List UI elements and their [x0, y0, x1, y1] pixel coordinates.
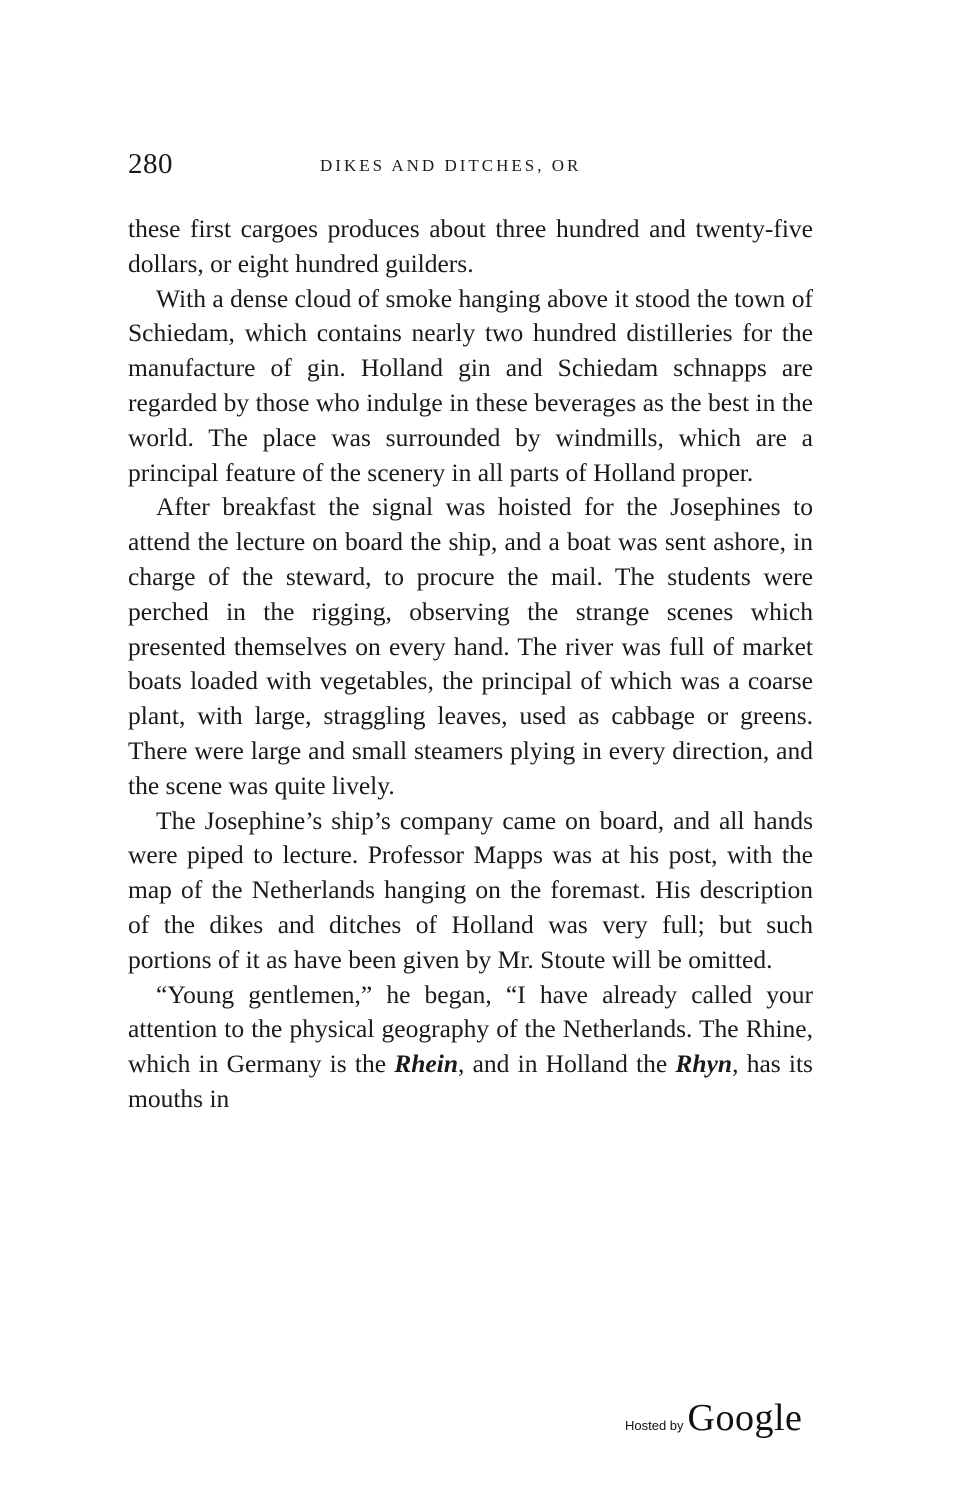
paragraph-text: , and in Holland the	[458, 1049, 676, 1079]
running-title: DIKES AND DITCHES, OR	[320, 156, 582, 175]
paragraph: The Josephine’s ship’s company came on board, and all hands were piped to lecture. Professor Mapps was at his post, with the map of the Netherlands hanging on the foremast. His description of the dikes and ditches of Holland was very full; but such portions of it as have been given by Mr. Stoute will be omitted.	[128, 805, 813, 974]
paragraph: With a dense cloud of smoke hanging above it stood the town of Schiedam, which contains nearly two hundred distilleries for the manufacture of gin. Holland gin and Schiedam schnapps are regarded by those who indulge in these beverages as the best in the world. The place was surrounded by windmills, which are a principal feature of the scenery in all parts of Holland proper.	[128, 283, 813, 487]
italic-word-rhyn: Rhyn	[675, 1049, 733, 1079]
paragraph-text: “Young gentlemen,” he began, “I have already called your attention to the physical geography of the Netherlands. The Rhine, which in Germany is the	[128, 979, 813, 1079]
running-head	[128, 148, 818, 188]
paragraph: these first cargoes produces about three hundred and twenty-five dollars, or eight hundred guilders.	[128, 214, 813, 278]
italic-word-rhein: Rhein	[394, 1049, 459, 1079]
body-text	[128, 212, 813, 1117]
hosted-by-label: Hosted by	[625, 1418, 684, 1433]
google-logo: Google	[687, 1397, 803, 1439]
paragraph: After breakfast the signal was hoisted for the Josephines to attend the lecture on board the ship, and a boat was sent ashore, in charge of the steward, to procure the mail. The students were perched in the rigging, observing the strange scenes which presented themselves on every hand. The river was full of market boats loaded with vegetables, the principal of which was a coarse plant, with large, straggling leaves, used as cabbage or greens. There were large and small steamers plying in every direction, and the scene was quite lively.	[128, 492, 813, 800]
page-number: 280	[128, 148, 173, 180]
paragraph-text: , has its mouths in	[128, 1049, 813, 1113]
hosted-by-watermark	[625, 1396, 802, 1446]
paragraph	[128, 978, 813, 1117]
